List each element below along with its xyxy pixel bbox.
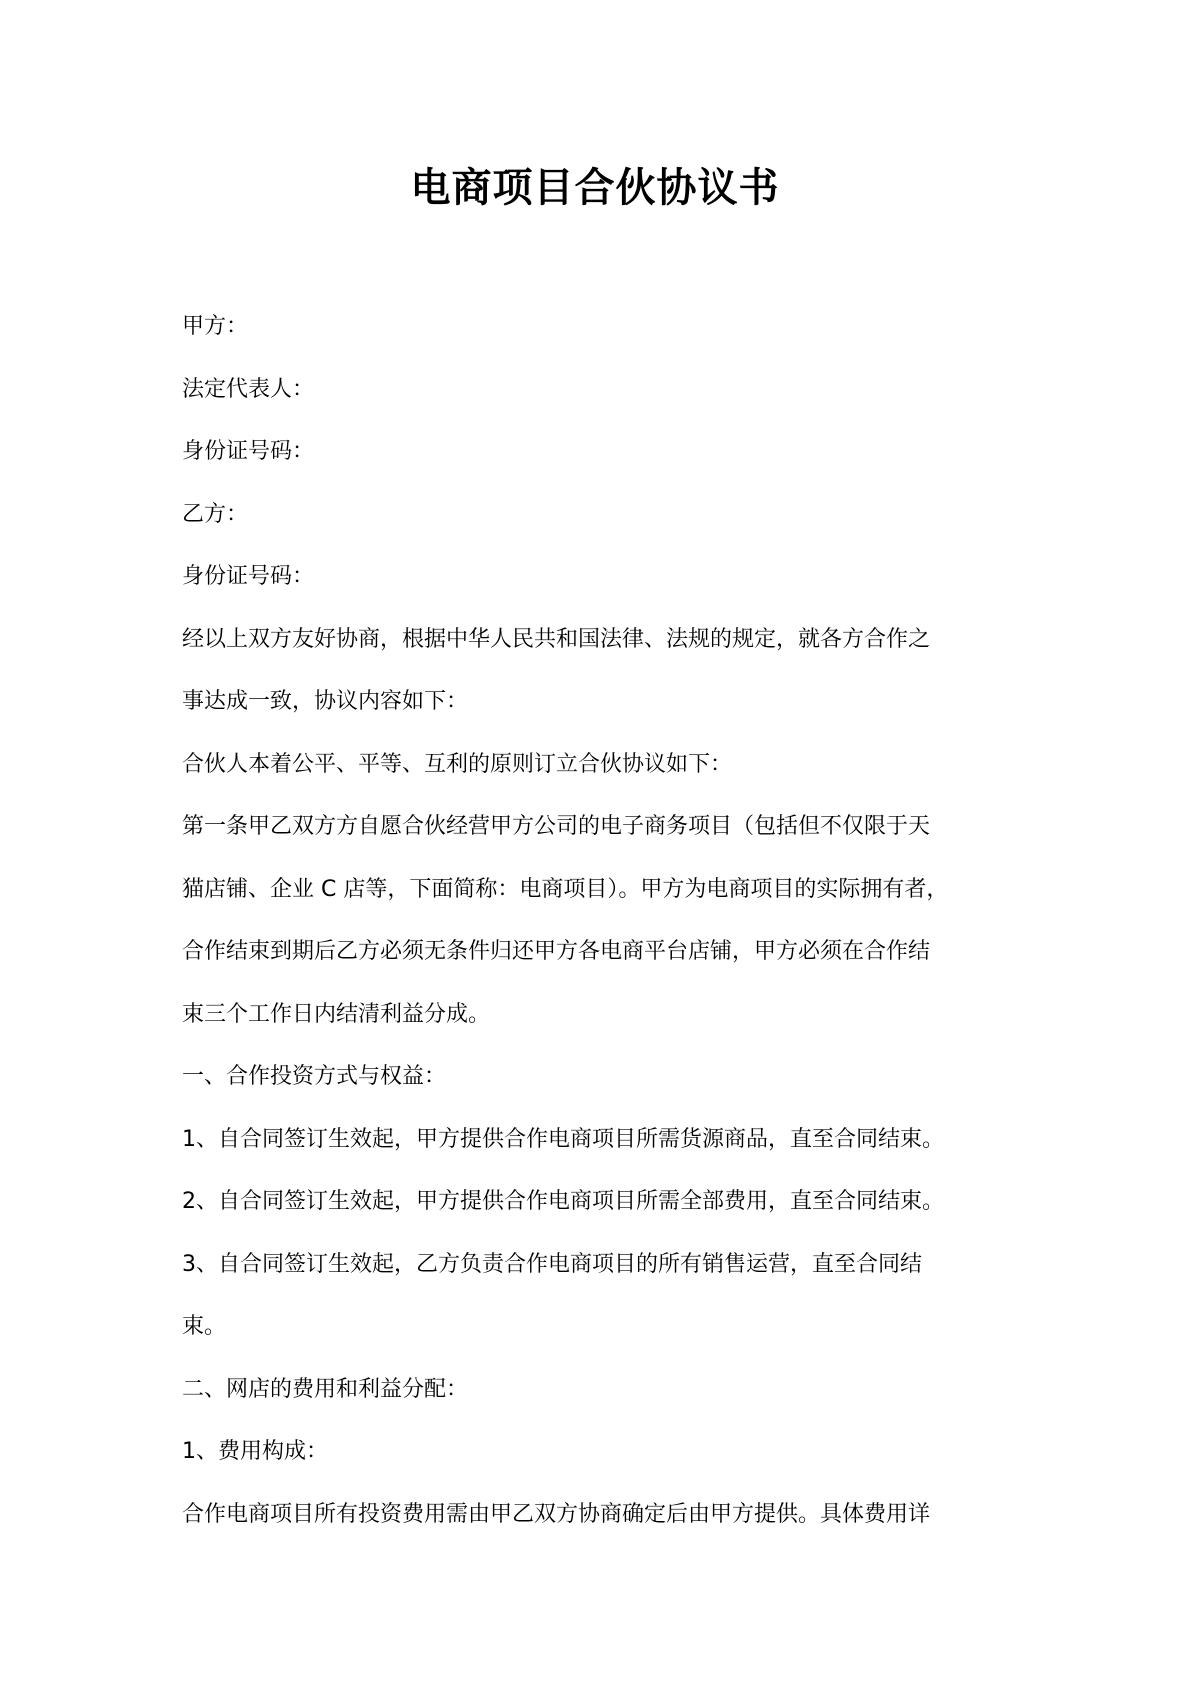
principle-line: 合伙人本着公平、平等、互利的原则订立合伙协议如下： [182,751,733,777]
party-a-line: 甲方： [182,314,249,339]
document-title: 电商项目合伙协议书 [410,165,780,211]
legal-representative-line: 法定代表人： [182,376,315,402]
section-two-item-1-heading: 1、费用构成： [182,1439,328,1464]
section-one-item-3-line-1: 3、自合同签订生效起，乙方负责合作电商项目的所有销售运营，直至合同结 [182,1251,922,1277]
party-b-id-number-line: 身份证号码： [182,564,315,589]
party-a-id-number-line: 身份证号码： [182,439,315,464]
section-one-item-1: 1、自合同签订生效起，甲方提供合作电商项目所需货源商品，直至合同结束。 [182,1126,944,1152]
section-one-item-2: 2、自合同签订生效起，甲方提供合作电商项目所需全部费用，直至合同结束。 [182,1189,944,1214]
section-one-item-3-line-2: 束。 [182,1314,227,1339]
party-b-line: 乙方： [182,501,249,527]
article-one-line-4: 束三个工作日内结清利益分成。 [182,1001,491,1027]
preamble-line-1: 经以上双方友好协商，根据中华人民共和国法律、法规的规定，就各方合作之 [182,626,931,652]
article-one-line-3: 合作结束到期后乙方必须无条件归还甲方各电商平台店铺，甲方必须在合作结 [182,939,931,964]
section-one-heading: 一、合作投资方式与权益： [182,1064,447,1089]
article-one-line-1: 第一条甲乙双方方自愿合伙经营甲方公司的电子商务项目（包括但不仅限于天 [182,814,931,839]
section-two-item-1-text: 合作电商项目所有投资费用需由甲乙双方协商确定后由甲方提供。具体费用详 [182,1501,931,1527]
document-body [182,296,1032,1546]
article-one-line-2: 猫店铺、企业 C 店等，下面简称：电商项目）。甲方为电商项目的实际拥有者， [182,876,949,902]
preamble-line-2: 事达成一致，协议内容如下： [182,689,469,714]
section-two-heading: 二、网店的费用和利益分配： [182,1376,469,1402]
